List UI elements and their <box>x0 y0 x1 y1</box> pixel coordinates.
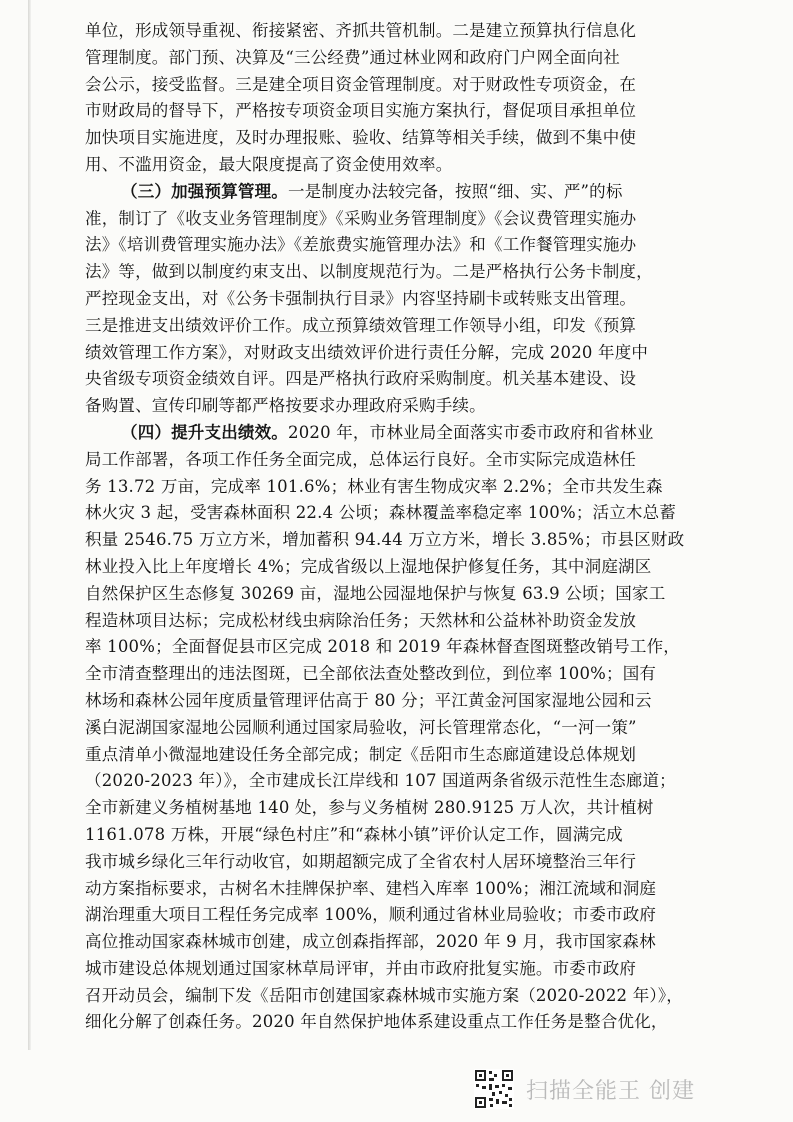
body-line: 率 100%；全面督促县市区完成 2018 和 2019 年森林督查图斑整改销号工作， <box>85 637 680 657</box>
watermark-text: 扫描全能王 创建 <box>526 1078 695 1104</box>
body-line: 央省级专项资金绩效自评。四是严格执行政府采购制度。机关基本建设、设 <box>85 369 637 389</box>
body-line: 重点清单小微湿地建设任务全部完成；制定《岳阳市生态廊道建设总体规划 <box>85 744 637 764</box>
body-line: 务 13.72 万亩，完成率 101.6%；林业有害生物成灾率 2.2%；全市共发生森 <box>85 476 663 496</box>
body-line: 法》等，做到以制度约束支出、以制度规范行为。二是严格执行公务卡制度， <box>85 262 653 282</box>
body-line: 召开动员会，编制下发《岳阳市创建国家森林城市实施方案（2020-2022 年）》， <box>85 985 684 1005</box>
body-line: 高位推动国家森林城市创建，成立创森指挥部，2020 年 9 月，我市国家森林 <box>85 932 656 952</box>
body-line: 自然保护区生态修复 30269 亩，湿地公园湿地保护与恢复 63.9 公顷；国家工 <box>85 583 666 603</box>
body-line: 严控现金支出，对《公务卡强制执行目录》内容坚持刷卡或转账支出管理。 <box>85 288 637 308</box>
body-line: 加快项目实施进度，及时办理报账、验收、结算等相关手续，做到不集中使 <box>85 128 637 148</box>
body-text: 2020 年，市林业局全面落实市委市政府和省林业 <box>288 422 654 442</box>
body-line: 全市清查整理出的违法图斑，已全部依法查处整改到位，到位率 100%；国有 <box>85 664 657 684</box>
body-line: 细化分解了创森任务。2020 年自然保护地体系建设重点工作任务是整合优化， <box>85 1012 668 1032</box>
qr-code-icon <box>474 1069 514 1109</box>
paragraph-4-first-line <box>85 420 689 447</box>
body-line: 用、不滥用资金，最大限度提高了资金使用效率。 <box>85 154 453 174</box>
body-line: （2020-2023 年）》，全市建成长江岸线和 107 国道两条省级示范性生态廊道； <box>85 771 676 791</box>
body-line: 三是推进支出绩效评价工作。成立预算绩效管理工作领导小组，印发《预算 <box>85 315 637 335</box>
body-line: 林业投入比上年度增长 4%；完成省级以上湿地保护修复任务，其中洞庭湖区 <box>85 556 652 576</box>
body-line: 溪白泥湖国家湿地公园顺利通过国家局验收，河长管理常态化，“一河一策” <box>85 717 637 737</box>
body-line: 林火灾 3 起，受害森林面积 22.4 公顷；森林覆盖率稳定率 100%；活立木总蓄 <box>85 503 677 523</box>
body-line: 局工作部署，各项工作任务全面完成，总体运行良好。全市实际完成造林任 <box>85 449 637 469</box>
body-line: 湖治理重大项目工程任务完成率 100%，顺利通过省林业局验收；市委市政府 <box>85 905 657 925</box>
body-line: 准，制订了《收支业务管理制度》《采购业务管理制度》《会议费管理实施办 <box>85 208 637 228</box>
body-line: 法》《培训费管理实施办法》《差旅费实施管理办法》和《工作餐管理实施办 <box>85 235 637 255</box>
section-heading-4: （四）提升支出绩效。 <box>121 422 288 442</box>
body-text: 一是制度办法较完备，按照“细、实、严”的标 <box>288 181 623 201</box>
scanner-watermark <box>474 1067 774 1111</box>
section-heading-3: （三）加强预算管理。 <box>121 181 288 201</box>
body-line: 管理制度。部门预、决算及“三公经费”通过林业网和政府门户网全面向社 <box>85 47 620 67</box>
page-edge-shadow <box>28 0 31 1050</box>
body-line: 单位，形成领导重视、衔接紧密、齐抓共管机制。二是建立预算执行信息化 <box>85 21 637 40</box>
body-line: 我市城乡绿化三年行动收官，如期超额完成了全省农村人居环境整治三年行 <box>85 851 637 871</box>
body-line: 绩效管理工作方案》，对财政支出绩效评价进行责任分解，完成 2020 年度中 <box>85 342 649 362</box>
body-line: 城市建设总体规划通过国家林草局评审，并由市政府批复实施。市委市政府 <box>85 958 637 978</box>
paragraph-3-first-line <box>85 179 689 206</box>
body-line: 1161.078 万株，开展“绿色村庄”和“森林小镇”评价认定工作，圆满完成 <box>85 824 623 844</box>
document-body <box>85 18 689 1036</box>
body-line: 林场和森林公园年度质量管理评估高于 80 分；平江黄金河国家湿地公园和云 <box>85 690 652 710</box>
body-line: 市财政局的督导下，严格按专项资金项目实施方案执行，督促项目承担单位 <box>85 101 637 121</box>
body-line: 全市新建义务植树基地 140 处，参与义务植树 280.9125 万人次，共计植树 <box>85 798 654 818</box>
body-line: 积量 2546.75 万立方米，增加蓄积 94.44 万立方米，增长 3.85%；市县区财政 <box>85 530 685 550</box>
body-line: 会公示，接受监督。三是建全项目资金管理制度。对于财政性专项资金，在 <box>85 74 637 94</box>
body-line: 动方案指标要求，古树名木挂牌保护率、建档入库率 100%；湘江流域和洞庭 <box>85 878 657 898</box>
body-line: 程造林项目达标；完成松材线虫病除治任务；天然林和公益林补助资金发放 <box>85 610 637 630</box>
body-line: 备购置、宣传印刷等都严格按要求办理政府采购手续。 <box>85 396 486 416</box>
